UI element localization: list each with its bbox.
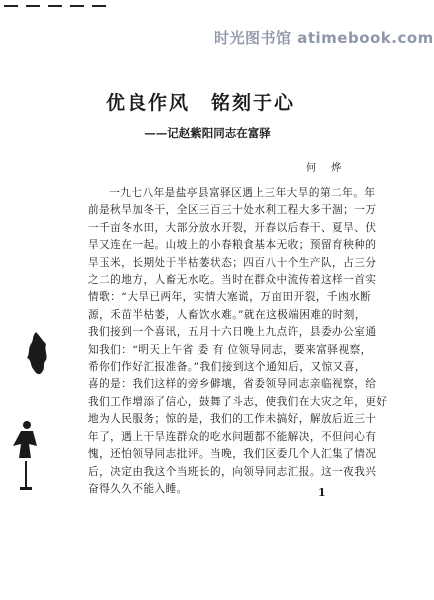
figure-stand-icon (18, 461, 34, 491)
body-line: 喜的是：我们这样的旁乡僻壤，省委领导同志亲临视察，给 (88, 378, 377, 391)
article-body (88, 185, 388, 498)
page-number: 1 (318, 486, 326, 499)
body-line: 一千亩冬水田，大部分放水开裂，开春以后春干、夏旱、伏 (88, 221, 377, 234)
body-line: 源，禾苗半枯萎，人畜饮水难。”就在这极端困难的时刻， (88, 308, 366, 321)
body-line: 之二的地方，人畜无水吃。当时在群众中流传着这样一首实 (88, 274, 377, 287)
body-line: 旱玉米，长期处于半枯萎状态；四百八十个生产队，占三分 (88, 256, 377, 269)
seated-figure-icon (9, 420, 43, 460)
body-line: 奋得久久不能入睡。 (88, 482, 188, 495)
margin-figure-icon (22, 330, 52, 378)
body-line: 后，决定由我这个当班长的，向领导同志汇报。这一夜我兴 (88, 465, 377, 478)
body-line: 一九七八年是盐亭县富驿区遇上三年大旱的第二年。年 (109, 187, 376, 199)
body-line: 情歌：“大旱已两年，实情大塞谎，万亩田开裂，千凼水断 (88, 291, 372, 304)
body-line: 我们工作增添了信心，鼓舞了斗志，使我们在大灾之年，更好 (88, 395, 388, 408)
body-line: 年了，遇上干旱连群众的吃水问题都不能解决，不但问心有 (88, 430, 377, 443)
watermark: 时光图书馆 atimebook.com (214, 29, 434, 47)
body-line: 愧，还怕领导同志批评。当晚，我们区委几个人汇集了情况 (88, 448, 377, 461)
top-edge-marks (4, 3, 124, 9)
body-line: 旱又连在一起。山坡上的小春粮食基本无收；预留育秧种的 (88, 239, 377, 252)
body-line: 我们接到一个喜讯，五月十六日晚上九点许，县委办公室通 (88, 326, 377, 339)
body-line: 知我们：“明天上午省 委 有 位领导同志，要来富驿视察， (88, 343, 372, 356)
body-line: 希你们作好汇报准备。”我们接到这个通知后，又惊又喜， (88, 361, 366, 374)
article-title: 优良作风 铭刻于心 (105, 92, 295, 114)
body-line: 前是秋旱加冬干，全区三百三十处水利工程大多干涸；一万 (88, 204, 377, 217)
article-author: 何 烨 (306, 163, 348, 174)
body-line: 地为人民服务；惊的是，我们的工作未搞好，解放后近三十 (88, 413, 377, 426)
article-subtitle: ——记赵紫阳同志在富驿 (144, 126, 271, 140)
